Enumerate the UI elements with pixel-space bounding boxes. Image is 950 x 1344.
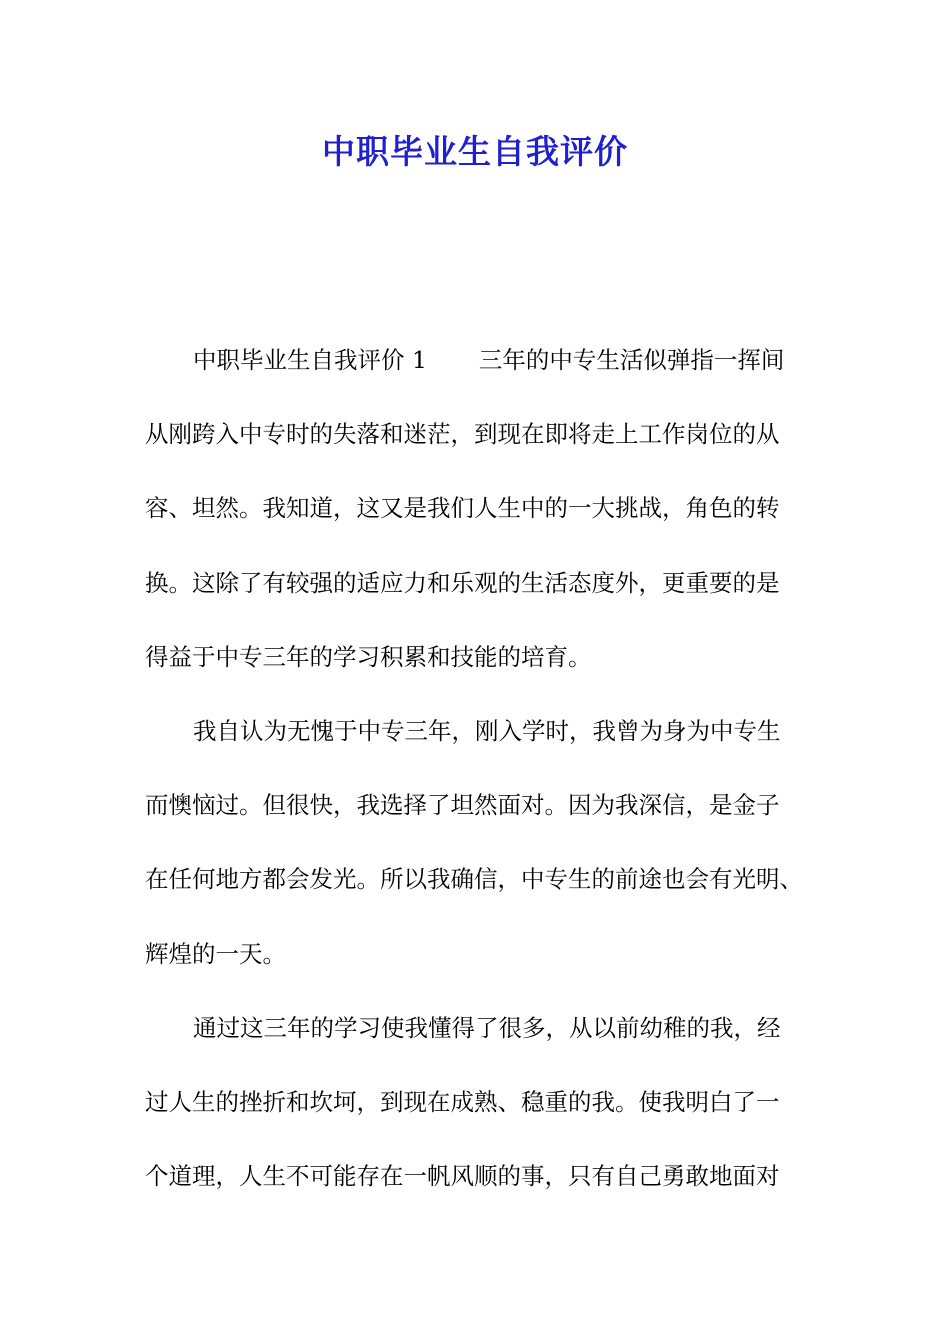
paragraph-line: 过人生的挫折和坎坷，到现在成熟、稳重的我。使我明白了一 (145, 1087, 780, 1116)
paragraph-line: 我自认为无愧于中专三年，刚入学时，我曾为身为中专生 (193, 716, 781, 745)
paragraph-line: 换。这除了有较强的适应力和乐观的生活态度外，更重要的是 (145, 568, 780, 597)
paragraph-line: 容、坦然。我知道，这又是我们人生中的一大挑战，角色的转 (145, 494, 780, 523)
paragraph-line: 在任何地方都会发光。所以我确信，中专生的前途也会有光明、 (145, 865, 803, 894)
document-title: 中职毕业生自我评价 (322, 132, 628, 171)
paragraph-line: 个道理，人生不可能存在一帆风顺的事，只有自己勇敢地面对 (145, 1162, 780, 1191)
paragraph-text: 三年的中专生活似弹指一挥间 (478, 346, 785, 374)
paragraph-line: 通过这三年的学习使我懂得了很多，从以前幼稚的我，经 (193, 1013, 781, 1042)
paragraph-line: 从刚跨入中专时的失落和迷茫，到现在即将走上工作岗位的从 (145, 420, 780, 449)
paragraph-line: 辉煌的一天。 (145, 939, 286, 968)
paragraph-line: 得益于中专三年的学习积累和技能的培育。 (145, 642, 592, 671)
section-heading: 中职毕业生自我评价 1 (193, 346, 427, 374)
document-body (145, 334, 810, 1224)
paragraph-line (145, 334, 810, 408)
paragraph-line: 而懊恼过。但很快，我选择了坦然面对。因为我深信，是金子 (145, 791, 780, 820)
